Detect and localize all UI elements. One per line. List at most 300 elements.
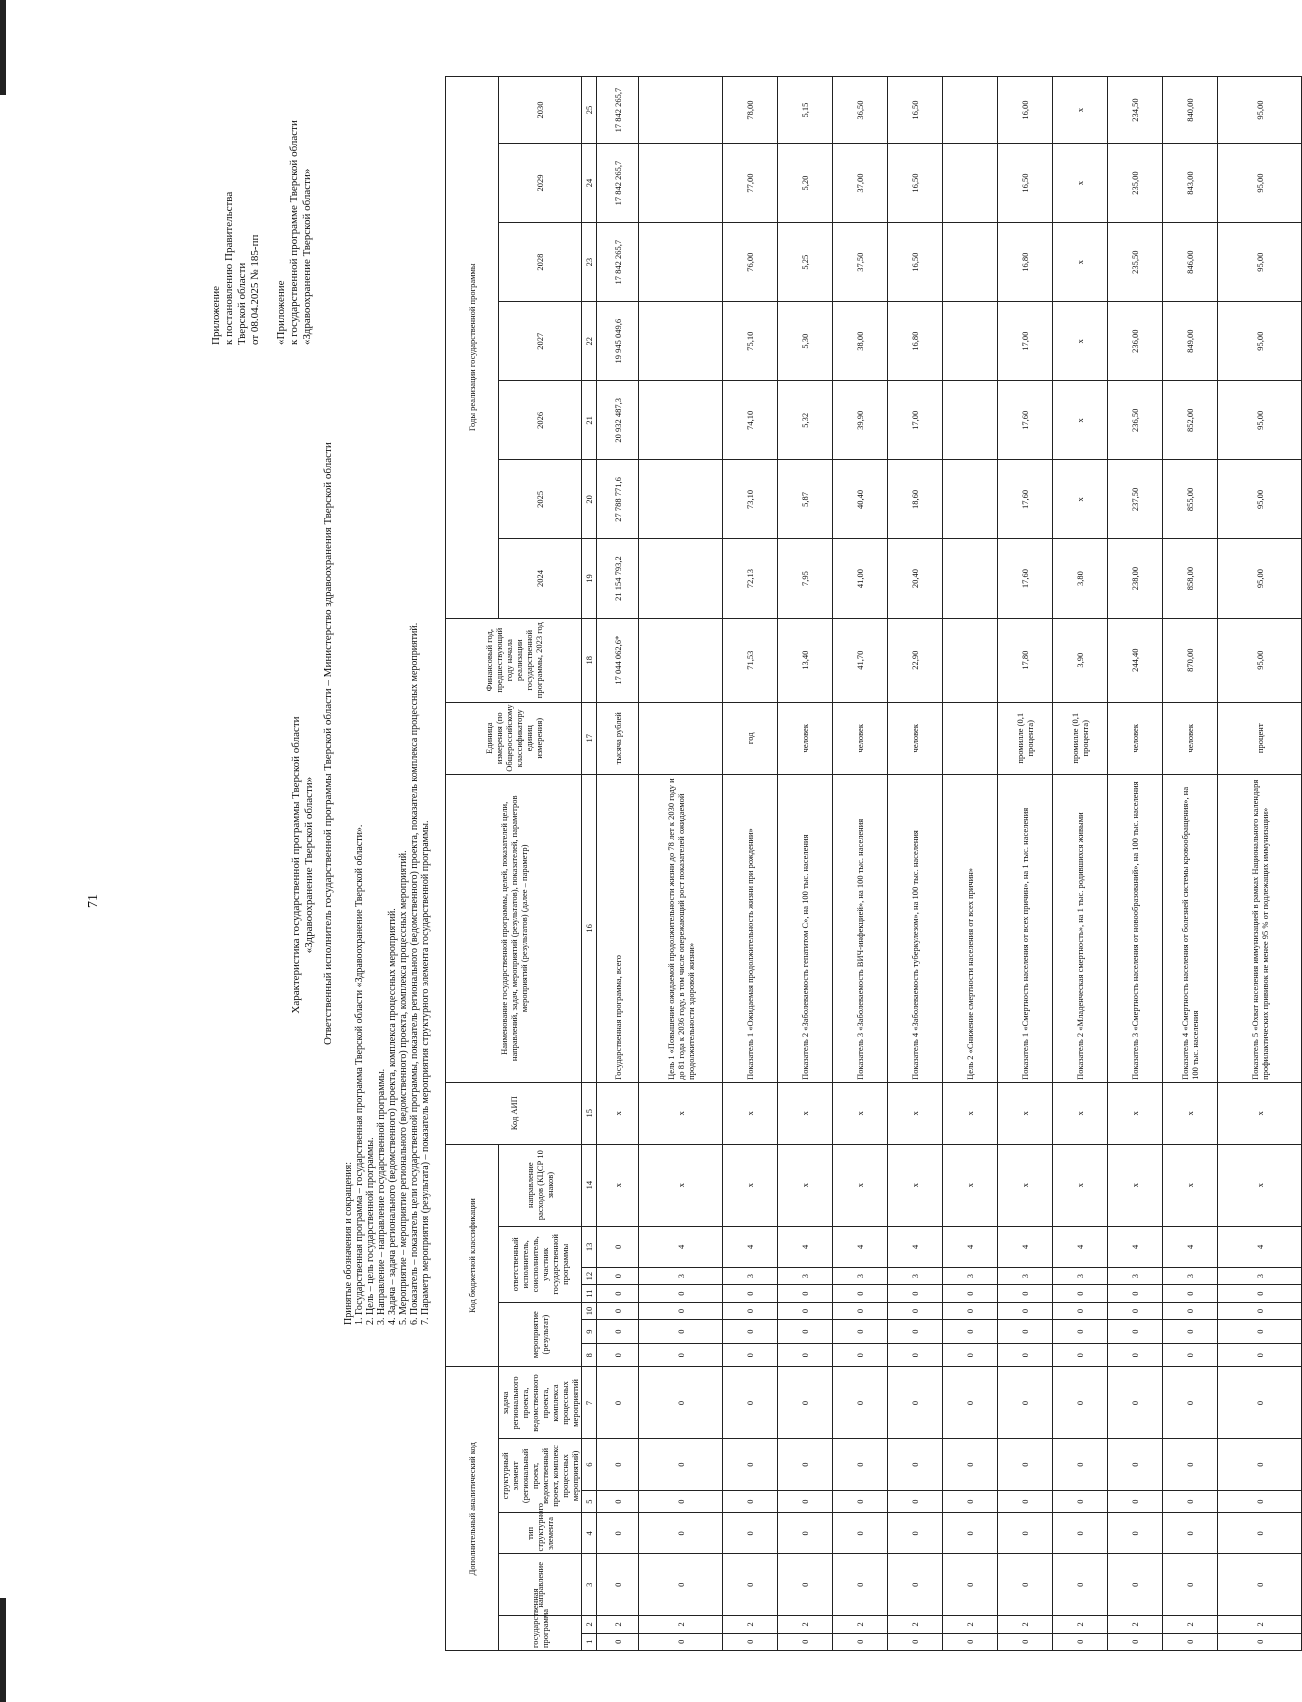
column-number: 21: [582, 381, 597, 460]
header-event: мероприятие (результат): [499, 1302, 582, 1367]
row-unit: год: [723, 702, 778, 774]
code-cell: 0: [1053, 1343, 1108, 1367]
year-value: 846,00: [1163, 223, 1218, 302]
code-cell: 0: [888, 1513, 943, 1554]
year-value: 95,00: [1218, 539, 1302, 618]
year-value: 16,00: [998, 77, 1053, 144]
year-value: 3,80: [1053, 539, 1108, 618]
year-value: х: [1053, 223, 1108, 302]
approval-line: от 08.04.2025 № 185-пп: [249, 234, 261, 345]
code-cell: 0: [943, 1513, 998, 1554]
row-unit: промилле (0,1 процента): [998, 702, 1053, 774]
year-value: [639, 144, 723, 223]
abbrev-line: 2. Цель – цель государственной программы.: [365, 1137, 376, 1325]
row-name: Показатель 3 «Смертность населения от новообразований», на 100 тыс. населения: [1108, 774, 1163, 1082]
code-cell: 0: [1163, 1367, 1218, 1439]
row-unit: процент: [1218, 702, 1302, 774]
code-cell: 0: [943, 1320, 998, 1344]
header-year: 2024: [499, 539, 582, 618]
code-cell: 0: [778, 1343, 833, 1367]
column-number: 5: [582, 1490, 597, 1513]
code-cell: 0: [778, 1285, 833, 1302]
code-cell: 0: [1053, 1302, 1108, 1319]
code-cell: 0: [943, 1633, 998, 1650]
column-number: 17: [582, 702, 597, 774]
year-value: 39,90: [833, 381, 888, 460]
year-value: [943, 381, 998, 460]
year-value: 855,00: [1163, 460, 1218, 539]
year-value: 37,00: [833, 144, 888, 223]
row-fin-year: 3,90: [1053, 618, 1108, 702]
code-cell: 0: [1218, 1490, 1302, 1513]
code-cell: х: [943, 1082, 998, 1144]
row-fin-year: 22,90: [888, 618, 943, 702]
abbrev-line: Принятые обозначения и сокращения:: [343, 1161, 354, 1325]
scan-edge-left: [0, 0, 6, 95]
approval-line: Тверской области: [236, 262, 248, 345]
code-cell: 0: [1218, 1513, 1302, 1554]
code-cell: 0: [1108, 1633, 1163, 1650]
code-cell: 0: [639, 1343, 723, 1367]
table-row: [778, 77, 833, 1651]
code-cell: 0: [888, 1633, 943, 1650]
code-cell: 0: [597, 1633, 639, 1650]
row-unit: тысяча рублей: [597, 702, 639, 774]
code-cell: х: [998, 1082, 1053, 1144]
code-cell: 0: [1163, 1320, 1218, 1344]
row-fin-year: 870,00: [1163, 618, 1218, 702]
code-cell: 0: [639, 1302, 723, 1319]
title-line: Характеристика государственной программы Тверской области: [290, 716, 302, 1014]
year-value: 237,50: [1108, 460, 1163, 539]
year-value: 843,00: [1163, 144, 1218, 223]
code-cell: х: [833, 1082, 888, 1144]
code-cell: 0: [888, 1554, 943, 1616]
row-unit: человек: [1163, 702, 1218, 774]
code-cell: 0: [723, 1633, 778, 1650]
code-cell: 0: [1053, 1320, 1108, 1344]
row-fin-year: 17,80: [998, 618, 1053, 702]
code-cell: 3: [1108, 1267, 1163, 1284]
code-cell: 0: [597, 1513, 639, 1554]
row-name: Показатель 4 «Заболеваемость туберкулезом», на 100 тыс. населения: [888, 774, 943, 1082]
abbrev-line: 6. Показатель – показатель цели государственной программы, показатель регионального (ведомственного) проекта, показатель комплекса процессных мероприятий.: [409, 622, 420, 1325]
table-row: [723, 77, 778, 1651]
code-cell: 0: [778, 1302, 833, 1319]
column-number-row: [582, 77, 597, 1651]
code-cell: 0: [597, 1367, 639, 1439]
code-cell: 0: [723, 1302, 778, 1319]
year-value: 17 842 265,7: [597, 144, 639, 223]
year-value: 95,00: [1218, 302, 1302, 381]
header-type: тип структурного элемента: [499, 1513, 582, 1554]
code-cell: 4: [1108, 1226, 1163, 1267]
header-year: 2029: [499, 144, 582, 223]
year-value: [943, 539, 998, 618]
column-number: 1: [582, 1633, 597, 1650]
code-cell: 0: [943, 1285, 998, 1302]
column-number: 22: [582, 302, 597, 381]
code-cell: 2: [723, 1616, 778, 1633]
year-value: 858,00: [1163, 539, 1218, 618]
code-cell: 2: [998, 1616, 1053, 1633]
code-cell: х: [888, 1144, 943, 1226]
year-value: х: [1053, 460, 1108, 539]
header-dop-code: Дополнительный аналитический код: [446, 1367, 499, 1651]
code-cell: 0: [833, 1367, 888, 1439]
code-cell: 2: [1218, 1616, 1302, 1633]
year-value: 238,00: [1108, 539, 1163, 618]
code-cell: 0: [1108, 1367, 1163, 1439]
header-year: 2025: [499, 460, 582, 539]
year-value: 95,00: [1218, 460, 1302, 539]
row-unit: человек: [833, 702, 888, 774]
code-cell: х: [778, 1144, 833, 1226]
row-unit: человек: [888, 702, 943, 774]
code-cell: 0: [833, 1554, 888, 1616]
code-cell: х: [833, 1144, 888, 1226]
code-cell: 0: [778, 1513, 833, 1554]
year-value: 5,15: [778, 77, 833, 144]
code-cell: 2: [888, 1616, 943, 1633]
header-task: задача регионального проекта, ведомственного проекта, комплекса процессных мероприятий: [499, 1367, 582, 1439]
row-name: Государственная программа, всего: [597, 774, 639, 1082]
column-number: 10: [582, 1302, 597, 1319]
code-cell: х: [888, 1082, 943, 1144]
code-cell: 0: [998, 1513, 1053, 1554]
code-cell: х: [998, 1144, 1053, 1226]
year-value: 16,50: [888, 223, 943, 302]
year-value: 73,10: [723, 460, 778, 539]
code-cell: 0: [1053, 1490, 1108, 1513]
year-value: 95,00: [1218, 223, 1302, 302]
year-value: 78,00: [723, 77, 778, 144]
year-value: 95,00: [1218, 77, 1302, 144]
year-value: 17,00: [888, 381, 943, 460]
year-value: 72,13: [723, 539, 778, 618]
year-value: 849,00: [1163, 302, 1218, 381]
code-cell: 0: [597, 1554, 639, 1616]
code-cell: 0: [888, 1343, 943, 1367]
code-cell: 0: [1218, 1320, 1302, 1344]
table-row: [998, 77, 1053, 1651]
year-value: [639, 302, 723, 381]
year-value: 38,00: [833, 302, 888, 381]
code-cell: 3: [639, 1267, 723, 1284]
code-cell: 0: [778, 1439, 833, 1490]
column-number: 18: [582, 618, 597, 702]
year-value: [639, 539, 723, 618]
code-cell: 0: [1053, 1367, 1108, 1439]
code-cell: 0: [888, 1367, 943, 1439]
code-cell: 0: [1218, 1554, 1302, 1616]
code-cell: 2: [943, 1616, 998, 1633]
code-cell: х: [1218, 1144, 1302, 1226]
code-cell: 0: [833, 1320, 888, 1344]
title-line: «Здравоохранение Тверской области»: [303, 776, 315, 954]
code-cell: 0: [1163, 1285, 1218, 1302]
code-cell: 3: [833, 1267, 888, 1284]
year-value: 27 788 771,6: [597, 460, 639, 539]
code-cell: 3: [943, 1267, 998, 1284]
header-name: Наименование государственной программы, целей, показателей цели, направлений, задач, мероприятий (результатов), показателей, параметров мероприятий (результатов) (далее – параметр): [446, 774, 582, 1082]
approval-line: «Приложение: [275, 280, 287, 345]
code-cell: 0: [943, 1554, 998, 1616]
code-cell: 0: [998, 1490, 1053, 1513]
code-cell: 2: [639, 1616, 723, 1633]
table-row: [1218, 77, 1302, 1651]
year-value: 235,00: [1108, 144, 1163, 223]
year-value: 234,50: [1108, 77, 1163, 144]
year-value: [943, 302, 998, 381]
year-value: х: [1053, 144, 1108, 223]
code-cell: 0: [723, 1285, 778, 1302]
page-number: 71: [86, 894, 101, 908]
row-name: Показатель 2 «Заболеваемость гепатитом С», на 100 тыс. населения: [778, 774, 833, 1082]
code-cell: 0: [1053, 1285, 1108, 1302]
code-cell: 0: [888, 1285, 943, 1302]
year-value: 17 842 265,7: [597, 77, 639, 144]
code-cell: 0: [597, 1267, 639, 1284]
code-cell: х: [723, 1144, 778, 1226]
year-value: 21 154 793,2: [597, 539, 639, 618]
year-value: х: [1053, 77, 1108, 144]
year-value: 37,50: [833, 223, 888, 302]
code-cell: 0: [723, 1554, 778, 1616]
code-cell: 4: [943, 1226, 998, 1267]
abbrev-line: 3. Направление – направление государственной программы.: [376, 1068, 387, 1325]
year-value: 5,25: [778, 223, 833, 302]
table-row: [1163, 77, 1218, 1651]
year-value: 19 945 049,6: [597, 302, 639, 381]
year-value: 40,40: [833, 460, 888, 539]
column-number: 11: [582, 1285, 597, 1302]
year-value: 17,60: [998, 539, 1053, 618]
code-cell: 0: [943, 1367, 998, 1439]
code-cell: 0: [943, 1302, 998, 1319]
year-value: 18,60: [888, 460, 943, 539]
code-cell: 4: [639, 1226, 723, 1267]
code-cell: 0: [597, 1302, 639, 1319]
year-value: [639, 223, 723, 302]
row-fin-year: 244,40: [1108, 618, 1163, 702]
row-name: Показатель 5 «Охват населения иммунизацией в рамках Национального календаря профилактических прививок не менее 95 % от подлежащих иммунизации»: [1218, 774, 1302, 1082]
code-cell: 0: [1108, 1490, 1163, 1513]
row-name: Показатель 1 «Смертность населения от всех причин», на 1 тыс. населения: [998, 774, 1053, 1082]
header-exec: ответственный исполнитель, соисполнитель, участник государственной программы: [499, 1226, 582, 1302]
code-cell: 3: [1163, 1267, 1218, 1284]
code-cell: 4: [1218, 1226, 1302, 1267]
code-cell: 4: [888, 1226, 943, 1267]
abbrev-line: 4. Задача – задача регионального (ведомственного) проекта, комплекса процессных мероприятий.: [387, 908, 398, 1325]
column-number: 4: [582, 1513, 597, 1554]
code-cell: 0: [639, 1554, 723, 1616]
code-cell: 0: [998, 1554, 1053, 1616]
code-cell: 0: [597, 1490, 639, 1513]
year-value: 852,00: [1163, 381, 1218, 460]
code-cell: х: [639, 1082, 723, 1144]
row-unit: [639, 702, 723, 774]
header-direction: направление: [499, 1554, 582, 1616]
year-value: [943, 144, 998, 223]
year-value: [639, 381, 723, 460]
column-number: 3: [582, 1554, 597, 1616]
year-value: [639, 77, 723, 144]
year-value: 17,60: [998, 381, 1053, 460]
abbrev-line: 5. Мероприятие – мероприятие регионального (ведомственного) проекта, комплекса процессных мероприятий.: [398, 850, 409, 1325]
column-number: 16: [582, 774, 597, 1082]
code-cell: 0: [1053, 1554, 1108, 1616]
code-cell: 4: [833, 1226, 888, 1267]
year-value: 75,10: [723, 302, 778, 381]
code-cell: 0: [597, 1343, 639, 1367]
code-cell: 4: [723, 1226, 778, 1267]
code-cell: 0: [597, 1439, 639, 1490]
header-kbk: Код бюджетной классификации: [446, 1144, 499, 1367]
code-cell: 0: [833, 1513, 888, 1554]
code-cell: 2: [1163, 1616, 1218, 1633]
column-number: 2: [582, 1616, 597, 1633]
approval-line: к государственной программе Тверской области: [288, 120, 300, 345]
year-value: 95,00: [1218, 381, 1302, 460]
column-number: 23: [582, 223, 597, 302]
code-cell: 0: [639, 1320, 723, 1344]
code-cell: 0: [1108, 1513, 1163, 1554]
code-cell: 0: [998, 1367, 1053, 1439]
abbreviations: [343, 623, 431, 1325]
code-cell: 0: [888, 1302, 943, 1319]
column-number: 13: [582, 1226, 597, 1267]
code-cell: 0: [1218, 1343, 1302, 1367]
code-cell: 0: [723, 1343, 778, 1367]
code-cell: 4: [1053, 1226, 1108, 1267]
header-year: 2026: [499, 381, 582, 460]
code-cell: 0: [833, 1285, 888, 1302]
year-value: [943, 223, 998, 302]
code-cell: 3: [888, 1267, 943, 1284]
column-number: 20: [582, 460, 597, 539]
document-title: [290, 65, 316, 1665]
header-year: 2027: [499, 302, 582, 381]
code-cell: 2: [1108, 1616, 1163, 1633]
code-cell: 4: [998, 1226, 1053, 1267]
responsible-executor: Ответственный исполнитель государственной программы Тверской области – Министерство здравоохранения Тверской области: [322, 442, 334, 1045]
year-value: 236,00: [1108, 302, 1163, 381]
row-unit: [943, 702, 998, 774]
header-aip: Код АИП: [446, 1082, 582, 1144]
year-value: 5,32: [778, 381, 833, 460]
code-cell: х: [597, 1144, 639, 1226]
code-cell: 0: [597, 1285, 639, 1302]
code-cell: 2: [1053, 1616, 1108, 1633]
year-value: [639, 460, 723, 539]
column-number: 14: [582, 1144, 597, 1226]
table-row: [833, 77, 888, 1651]
approval-line: «Здравоохранение Тверской области»: [301, 168, 313, 345]
code-cell: 0: [723, 1513, 778, 1554]
code-cell: 0: [943, 1490, 998, 1513]
year-value: [943, 77, 998, 144]
code-cell: 0: [778, 1490, 833, 1513]
code-cell: 0: [639, 1633, 723, 1650]
scan-edge-bottom-left: [0, 1598, 6, 1702]
code-cell: 0: [1108, 1285, 1163, 1302]
approval-line: [262, 120, 275, 345]
code-cell: 3: [1053, 1267, 1108, 1284]
table-row: [943, 77, 998, 1651]
code-cell: 0: [1163, 1554, 1218, 1616]
year-value: 840,00: [1163, 77, 1218, 144]
code-cell: 0: [1218, 1302, 1302, 1319]
year-value: 17 842 265,7: [597, 223, 639, 302]
column-number: 9: [582, 1320, 597, 1344]
code-cell: 3: [723, 1267, 778, 1284]
column-number: 25: [582, 77, 597, 144]
code-cell: 0: [888, 1490, 943, 1513]
code-cell: 0: [943, 1439, 998, 1490]
column-number: 24: [582, 144, 597, 223]
row-name: Показатель 1 «Ожидаемая продолжительность жизни при рождении»: [723, 774, 778, 1082]
header-year: 2028: [499, 223, 582, 302]
column-number: 8: [582, 1343, 597, 1367]
code-cell: 0: [833, 1343, 888, 1367]
code-cell: 0: [1218, 1367, 1302, 1439]
code-cell: 0: [833, 1633, 888, 1650]
year-value: 16,50: [888, 77, 943, 144]
code-cell: 0: [1108, 1302, 1163, 1319]
code-cell: х: [723, 1082, 778, 1144]
code-cell: 0: [597, 1320, 639, 1344]
code-cell: 0: [778, 1367, 833, 1439]
code-cell: х: [597, 1082, 639, 1144]
year-value: х: [1053, 302, 1108, 381]
header-unit: Единица измерения (по Общероссийскому классификатору единиц измерения): [446, 702, 582, 774]
code-cell: 0: [833, 1439, 888, 1490]
header-years: Годы реализации государственной программы: [446, 77, 499, 619]
column-number: 15: [582, 1082, 597, 1144]
code-cell: 0: [639, 1439, 723, 1490]
code-cell: 0: [1053, 1513, 1108, 1554]
table-row: [1108, 77, 1163, 1651]
code-cell: х: [1053, 1144, 1108, 1226]
code-cell: 0: [723, 1490, 778, 1513]
code-cell: х: [943, 1144, 998, 1226]
code-cell: 0: [1163, 1302, 1218, 1319]
row-fin-year: [639, 618, 723, 702]
code-cell: 0: [998, 1285, 1053, 1302]
code-cell: 0: [1108, 1320, 1163, 1344]
year-value: 76,00: [723, 223, 778, 302]
code-cell: 0: [1163, 1513, 1218, 1554]
code-cell: х: [1163, 1082, 1218, 1144]
row-fin-year: [943, 618, 998, 702]
year-value: 95,00: [1218, 144, 1302, 223]
column-number: 19: [582, 539, 597, 618]
header-gp: государственная программа: [499, 1616, 582, 1651]
year-value: 17,60: [998, 460, 1053, 539]
year-value: 236,50: [1108, 381, 1163, 460]
row-unit: человек: [778, 702, 833, 774]
rotated-page: [60, 65, 1270, 1665]
code-cell: 3: [778, 1267, 833, 1284]
code-cell: 0: [998, 1302, 1053, 1319]
code-cell: 0: [1163, 1633, 1218, 1650]
year-value: 36,50: [833, 77, 888, 144]
header-fin-year: Финансовый год, предшествующий году начала реализации государственной программы, 2023 год: [446, 618, 582, 702]
abbrev-line: 7. Параметр мероприятия (результата) – показатель мероприятия структурного элемента государственной программы.: [420, 820, 431, 1325]
code-cell: х: [1163, 1144, 1218, 1226]
code-cell: 0: [998, 1633, 1053, 1650]
